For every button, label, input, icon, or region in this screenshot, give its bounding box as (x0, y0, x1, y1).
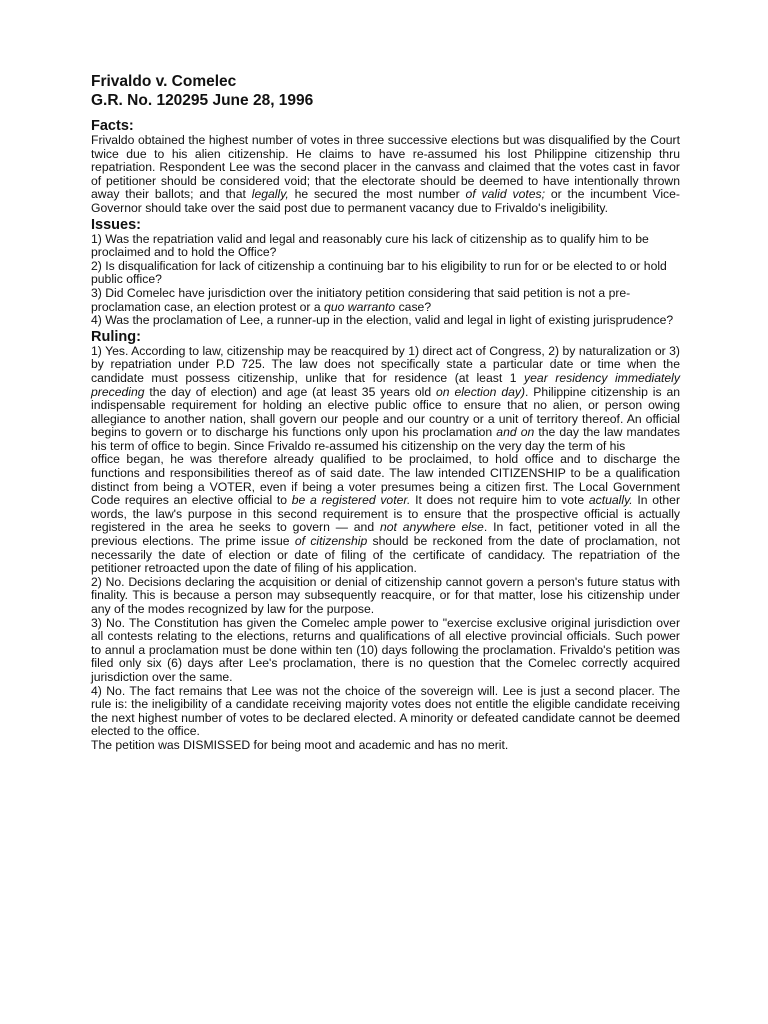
ruling-2: 2) No. Decisions declaring the acquisition or denial of citizenship cannot govern a person's future status with finality. This is because a person may subsequently reacquire, or for that matter, lose his citizenship under any of the modes recognized by law for the purpose. (91, 574, 680, 616)
facts-paragraph: Frivaldo obtained the highest number of votes in three successive elections but was disqualified by the Court twice due to his alien citizenship. He claims to have re-assumed his lost Philippine citizenship thru repatriation. Respondent Lee was the second placer in the canvass and claimed that the votes cast in favor of petitioner should be considered void; that the electorate should be deemed to have intentionally thrown away their ballots; and that legally, he secured the most number of valid votes; or the incumbent Vice-Governor should take over the said post due to permanent vacancy due to Frivaldo's ineligibility. (91, 133, 680, 215)
case-number: G.R. No. 120295 June 28, 1996 (91, 92, 314, 109)
ruling-1-continued: office began, he was therefore already qualified to be proclaimed, to hold office and to discharge the functions and responsibilities thereof as of said date. The law intended CITIZENSHIP to be a qualification distinct from being a VOTER, even if being a voter presumes being a citizen first. The Local Government Code requires an elective official to be a registered voter. It does not require him to vote actually. In other words, the law's purpose in this second requirement is to ensure that the prospective official is actually registered in the area he seeks to govern — and not anywhere else. In fact, petitioner voted in all the previous elections. The prime issue of citizenship should be reckoned from the date of proclamation, not necessarily the date of election or date of filing of the certificate of candidacy. The repatriation of the petitioner retroacted upon the date of filing of his application. (91, 452, 681, 576)
case-title: Frivaldo v. Comelec (91, 73, 237, 90)
ruling-4: 4) No. The fact remains that Lee was not the choice of the sovereign will. Lee is just a second placer. The rule is: the ineligibility of a candidate receiving majority votes does not entitle the eligible candidate receiving the next highest number of votes to be declared elected. A minority or defeated candidate cannot be deemed elected to the office. (91, 683, 680, 739)
issues-heading: Issues: (91, 216, 141, 233)
issue-1: 1) Was the repatriation valid and legal and reasonably cure his lack of citizenship as to qualify him to be proclaimed and to hold the Office? (91, 231, 649, 260)
issue-2: 2) Is disqualification for lack of citizenship a continuing bar to his eligibility to run for or be elected to or hold public office? (91, 258, 667, 287)
facts-heading: Facts: (91, 118, 134, 134)
ruling-conclusion: The petition was DISMISSED for being moot and academic and has no merit. (91, 737, 509, 752)
ruling-1: 1) Yes. According to law, citizenship may be reacquired by 1) direct act of Congress, 2) by naturalization or 3) by repatriation under P.D 725. The law does not specifically state a particular date or time when the candidate must possess citizenship, unlike that for residence (at least 1 year residency immediately preceding the day of election) and age (at least 35 years old on election day). Philippine citizenship is an indispensable requirement for holding an elective public office to ensure that no alien, or person owing allegiance to another nation, shall govern our people and our country or a unit of territory thereof. An official begins to govern or to discharge his functions only upon his proclamation and on the day the law mandates his term of office to begin. Since Frivaldo re-assumed his citizenship on the very day the term of his (91, 343, 680, 453)
ruling-3: 3) No. The Constitution has given the Comelec ample power to "exercise exclusive original jurisdiction over all contests relating to the elections, returns and qualifications of all elective provincial officials. Such power to annul a proclamation must be done within ten (10) days following the proclamation. Frivaldo's petition was filed only six (6) days after Lee's proclamation, there is no question that the Comelec correctly acquired jurisdiction over the same. (91, 615, 680, 684)
ruling-heading: Ruling: (91, 328, 141, 345)
issue-4: 4) Was the proclamation of Lee, a runner-up in the election, valid and legal in light of existing jurisprudence? (91, 313, 674, 328)
issue-3: 3) Did Comelec have jurisdiction over the initiatory petition considering that said petition is not a pre-proclamation case, an election protest or a quo warranto case? (91, 285, 631, 314)
